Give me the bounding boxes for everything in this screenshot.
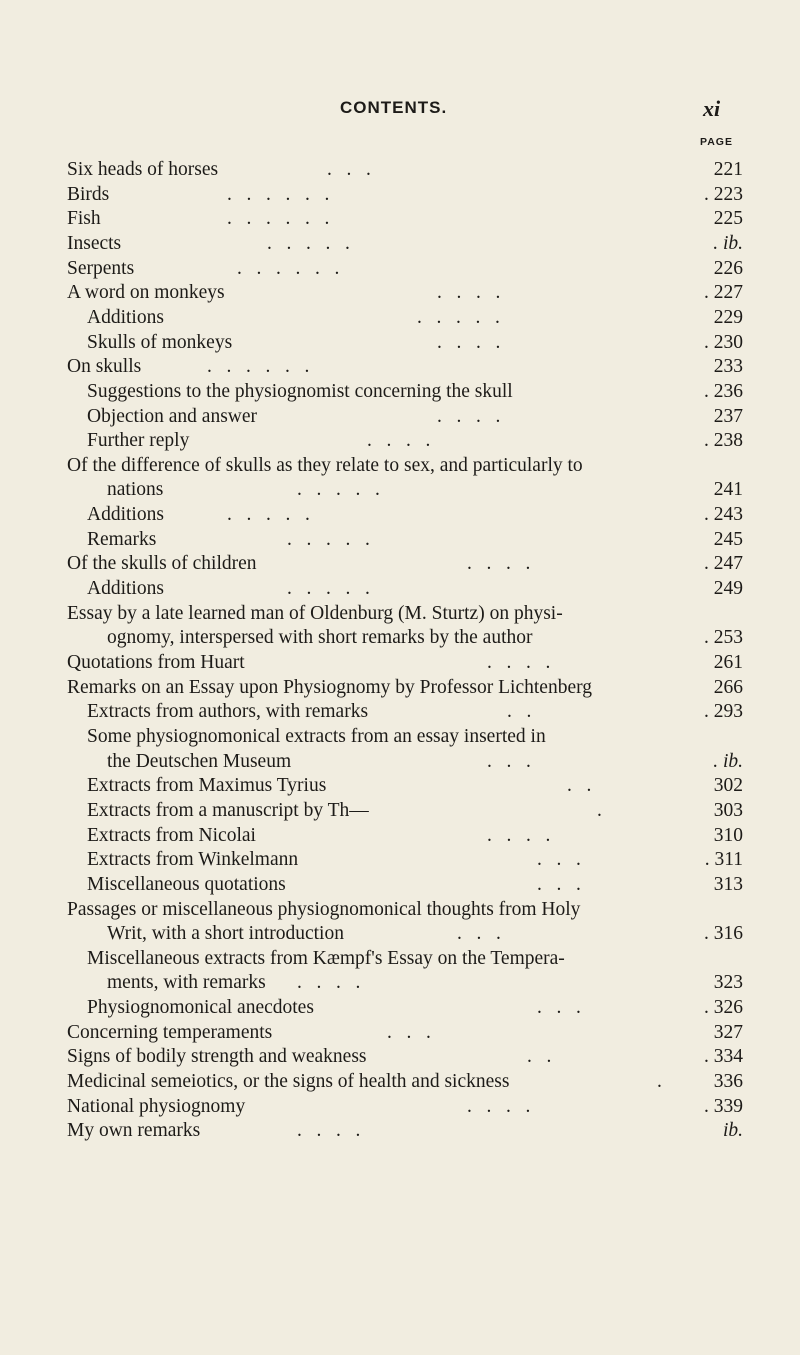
toc-entry-leader: .	[597, 799, 602, 821]
toc-entry	[67, 551, 747, 576]
toc-entry-leader: . . . .	[367, 430, 431, 452]
toc-entry-page: 303	[713, 799, 743, 821]
toc-entry-page: . 339	[704, 1095, 743, 1117]
toc-entry	[67, 379, 747, 404]
toc-entry	[67, 182, 747, 207]
toc-entry-title: Of the difference of skulls as they relate to sex, and particularly to	[67, 454, 583, 476]
toc-entry-page: 229	[713, 306, 743, 328]
toc-entry-leader: . .	[507, 701, 532, 723]
toc-entry-title: Objection and answer	[87, 405, 258, 427]
toc-entry-leader: . . . .	[487, 824, 551, 846]
toc-entry-title: Extracts from authors, with remarks	[87, 701, 369, 723]
toc-entry-title: Remarks on an Essay upon Physiognomy by Professor Lichtenberg	[67, 676, 592, 698]
toc-entry-page: 266	[713, 676, 743, 698]
toc-entry-page: 249	[713, 578, 743, 600]
toc-entry-title: Serpents	[67, 257, 135, 279]
toc-entry-page: . 236	[704, 380, 743, 402]
toc-entry-page: . 227	[704, 282, 743, 304]
toc-entry-page: 241	[713, 479, 743, 501]
toc-entry-page: 336	[713, 1071, 743, 1093]
toc-entry	[67, 256, 747, 281]
toc-entry-leader: . . . . .	[287, 578, 370, 600]
toc-entry	[67, 157, 747, 182]
toc-entry-leader: . . .	[537, 849, 581, 871]
toc-entry-leader: . . . .	[487, 652, 551, 673]
toc-entry	[67, 330, 747, 355]
toc-entry-leader: . . .	[537, 997, 581, 1019]
toc-entry	[67, 675, 747, 700]
toc-entry	[67, 428, 747, 453]
toc-entry	[67, 527, 747, 552]
toc-entry-title: Miscellaneous quotations	[87, 873, 286, 895]
toc-entry-title: Writ, with a short introduction	[107, 923, 344, 945]
toc-entry-title: On skulls	[67, 356, 142, 378]
toc-entry-leader: . . . .	[297, 972, 361, 994]
toc-entry	[67, 354, 747, 379]
toc-entry-title: Extracts from Nicolai	[87, 824, 256, 846]
toc-entry	[67, 823, 747, 848]
toc-entry-leader: . . .	[487, 750, 531, 772]
toc-entry	[67, 404, 747, 429]
toc-entry-page: . 293	[704, 701, 743, 723]
toc-entry	[67, 921, 747, 946]
toc-entry	[67, 305, 747, 330]
toc-entry	[67, 897, 747, 922]
toc-entry	[67, 970, 747, 995]
toc-entry	[67, 576, 747, 601]
toc-entry-page: 226	[713, 257, 743, 279]
page-column-label: PAGE	[700, 136, 733, 148]
toc-entry-title: Six heads of horses	[67, 159, 219, 180]
toc-entry	[67, 798, 747, 823]
toc-entry-page: 310	[713, 824, 743, 846]
toc-entry-title: nations	[107, 479, 164, 501]
toc-entry-page: 302	[713, 775, 743, 797]
toc-entry-leader: . . .	[387, 1021, 431, 1043]
toc-entry-leader: . . .	[327, 159, 371, 180]
toc-entry-leader: . . . . . .	[207, 356, 310, 378]
toc-entry-title: Suggestions to the physiognomist concerning the skull	[87, 380, 513, 402]
toc-entry-page: 313	[713, 873, 743, 895]
toc-entry-page: 323	[713, 972, 743, 994]
toc-entry	[67, 280, 747, 305]
toc-entry-title: Extracts from a manuscript by Th—	[87, 799, 369, 821]
toc-entry-title: Additions	[87, 504, 164, 526]
toc-entry	[67, 601, 747, 626]
toc-entry	[67, 946, 747, 971]
toc-entry-title: ognomy, interspersed with short remarks by the author	[107, 627, 533, 649]
toc-entry-title: Fish	[67, 208, 101, 230]
toc-entry-page: . 316	[704, 923, 743, 945]
toc-entry-title: Physiognomonical anecdotes	[87, 997, 314, 1019]
toc-entry-title: Remarks	[87, 528, 157, 550]
toc-entry	[67, 625, 747, 650]
toc-entry-leader: . . . .	[467, 553, 531, 575]
toc-entry	[67, 699, 747, 724]
toc-entry-leader: . . . . . .	[227, 208, 330, 230]
toc-entry-leader: . . . . .	[287, 528, 370, 550]
running-head	[0, 98, 800, 128]
toc-entry-leader: . . . . . .	[237, 257, 340, 279]
toc-entry-leader: . . . .	[467, 1095, 531, 1117]
toc-entry-page: ib.	[722, 1120, 743, 1142]
toc-entry	[67, 749, 747, 774]
toc-entry-title: Medicinal semeiotics, or the signs of health and sickness	[67, 1071, 510, 1093]
toc-entry-page: 327	[713, 1021, 743, 1043]
toc-entry-page: 233	[713, 356, 743, 378]
toc-entry-title: Signs of bodily strength and weakness	[67, 1046, 367, 1068]
toc-entry-title: Additions	[87, 306, 164, 328]
toc-entry-title: Skulls of monkeys	[87, 331, 233, 353]
toc-entry-title: Quotations from Huart	[67, 652, 245, 673]
toc-entry-page: . 238	[704, 430, 743, 452]
toc-entry	[67, 773, 747, 798]
toc-entry-leader: . . . . .	[417, 306, 500, 328]
toc-entry	[67, 1044, 747, 1069]
toc-entry-title: Miscellaneous extracts from Kæmpf's Essay on the Tempera-	[87, 947, 565, 969]
toc-entry-title: Passages or miscellaneous physiognomonical thoughts from Holy	[67, 898, 581, 920]
toc-entry-page: . ib.	[713, 750, 743, 772]
toc-entry	[67, 1020, 747, 1045]
toc-entry-page: . 247	[704, 553, 743, 575]
toc-entry-leader: . .	[527, 1046, 552, 1068]
toc-entry	[67, 206, 747, 231]
toc-entry-leader: . . . .	[437, 282, 501, 304]
toc-entry-title: Extracts from Maximus Tyrius	[87, 775, 327, 797]
toc-entry	[67, 847, 747, 872]
toc-entry-page: 221	[713, 159, 743, 180]
toc-entry-page: 237	[713, 405, 743, 427]
toc-entry-leader: . . . .	[297, 1120, 361, 1142]
toc-entry	[67, 650, 747, 675]
toc-entry-page: 225	[713, 208, 743, 230]
toc-entry-leader: . . .	[457, 923, 501, 945]
toc-entry-leader: . . .	[537, 873, 581, 895]
toc-entry	[67, 872, 747, 897]
toc-entry	[67, 502, 747, 527]
toc-entry-title: Birds	[67, 183, 110, 205]
toc-entry-title: Of the skulls of children	[67, 553, 257, 575]
toc-entry-title: National physiognomy	[67, 1095, 246, 1117]
toc-entry-leader: . . . . .	[267, 232, 350, 254]
toc-entry-page: . ib.	[713, 232, 743, 254]
toc-entry-leader: . . . . . .	[227, 183, 330, 205]
toc-entry-leader: .	[657, 1071, 662, 1093]
toc-entry-page: 261	[713, 652, 743, 673]
toc-entry-leader: . . . .	[437, 331, 501, 353]
toc-entry-title: the Deutschen Museum	[107, 750, 292, 772]
toc-entry-page: 245	[713, 528, 743, 550]
toc-entry-title: Extracts from Winkelmann	[87, 849, 299, 871]
toc-entry-leader: . . . . .	[297, 479, 380, 501]
toc-entry	[67, 995, 747, 1020]
toc-entry	[67, 1118, 747, 1143]
toc-entry	[67, 1069, 747, 1094]
toc-entry-title: Further reply	[87, 430, 190, 452]
toc-entry-title: A word on monkeys	[67, 282, 225, 304]
toc-entry-title: Additions	[87, 578, 164, 600]
toc-entry-title: Insects	[67, 232, 122, 254]
page-title: CONTENTS.	[340, 98, 448, 117]
toc-entry-title: Concerning temperaments	[67, 1021, 273, 1043]
toc-entry-title: ments, with remarks	[107, 972, 266, 994]
toc-entry	[67, 724, 747, 749]
toc-entry-page: . 223	[704, 183, 743, 205]
toc-entry-title: Some physiognomonical extracts from an essay inserted in	[87, 725, 546, 747]
page-number: xi	[703, 96, 721, 121]
toc-entry	[67, 453, 747, 478]
toc-entry-page: . 230	[704, 331, 743, 353]
toc-entry	[67, 1094, 747, 1119]
toc-entry	[67, 231, 747, 256]
toc-entry-page: . 326	[704, 997, 743, 1019]
toc-entry-leader: . .	[567, 775, 592, 797]
toc-entry-leader: . . . .	[437, 405, 501, 427]
toc-entry-page: . 334	[704, 1046, 743, 1068]
toc-entry-page: . 243	[704, 504, 743, 526]
toc-entry-page: . 311	[704, 849, 743, 871]
toc-entry-title: My own remarks	[67, 1120, 201, 1142]
toc-entry	[67, 477, 747, 502]
toc-entry-leader: . . . . .	[227, 504, 310, 526]
toc-entry-page: . 253	[704, 627, 743, 649]
toc-entry-title: Essay by a late learned man of Oldenburg (M. Sturtz) on physi-	[67, 602, 563, 624]
